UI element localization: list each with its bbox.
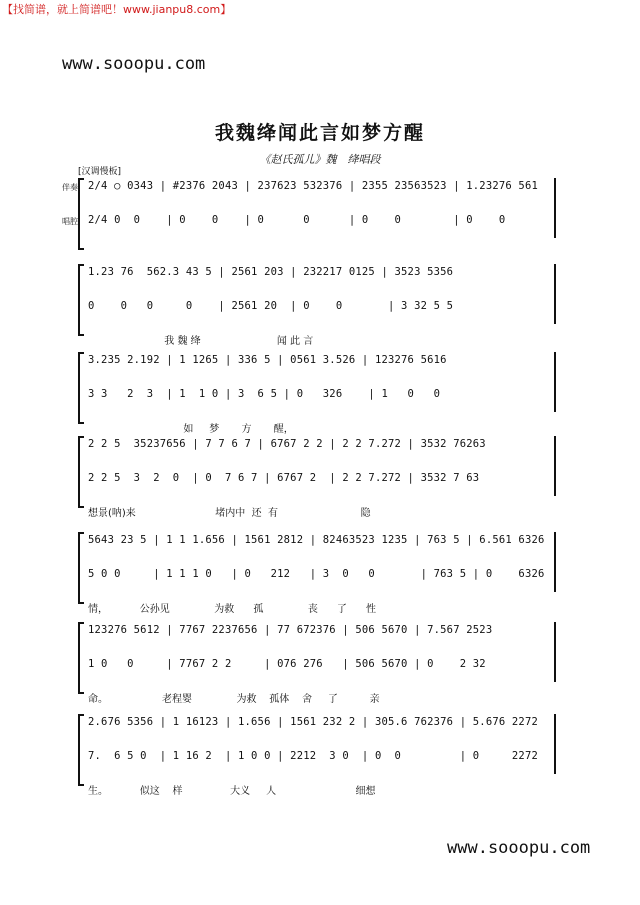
- system-end-barline: [554, 622, 556, 682]
- vocal-line: 1 0 0 | 7767 2 2 | 076 276 | 506 5670 | 0 2 32: [88, 658, 486, 670]
- system-end-barline: [554, 714, 556, 774]
- accompaniment-line: 3.235 2.192 | 1 1265 | 336 5 | 0561 3.526 | 123276 5616: [88, 354, 447, 366]
- score-system: [78, 434, 556, 530]
- system-end-barline: [554, 436, 556, 496]
- staff-label: 唱腔: [62, 217, 78, 226]
- vocal-line: 0 0 0 0 | 2561 20 | 0 0 | 3 32 5 5: [88, 300, 454, 312]
- system-bracket: [78, 532, 84, 604]
- accompaniment-line: 123276 5612 | 7767 2237656 | 77 672376 | 506 5670 | 7.567 2523: [88, 624, 493, 636]
- score-system: [78, 620, 556, 716]
- staff-label: 伴奏: [62, 183, 78, 192]
- lyrics-line: 生。 似这 样 大义 人 细想: [88, 786, 376, 797]
- lyrics-line: [88, 246, 556, 262]
- lyrics-line: 我 魏 绛 闻 此 言: [88, 336, 314, 347]
- lyrics-line: 命。 老程婴 为救 孤体 舍 了 亲: [88, 694, 380, 705]
- score-system: [78, 350, 556, 446]
- accompaniment-line: 2/4 ○ 0343 | #2376 2043 | 237623 532376 | 2355 23563523 | 1.23276 561: [88, 180, 538, 192]
- system-bracket: [78, 352, 84, 424]
- site-url-bottom[interactable]: www.sooopu.com: [447, 838, 591, 858]
- song-title: 我魏绛闻此言如梦方醒: [214, 122, 425, 144]
- system-bracket: [78, 714, 84, 786]
- tempo-label: [汉调慢板]: [78, 167, 122, 177]
- system-bracket: [78, 178, 84, 250]
- accompaniment-line: 5643 23 5 | 1 1 1.656 | 1561 2812 | 82463523 1235 | 763 5 | 6.561 6326: [88, 534, 545, 546]
- vocal-line: 7. 6 5 0 | 1 16 2 | 1 0 0 | 2212 3 0 | 0 0 | 0 2272: [88, 750, 538, 762]
- lyrics-line: 如 梦 方 醒，: [88, 424, 294, 435]
- accompaniment-line: 1.23 76 562.3 43 5 | 2561 203 | 232217 0125 | 3523 5356: [88, 266, 454, 278]
- score-system: [78, 712, 556, 808]
- accompaniment-line: 2 2 5 35237656 | 7 7 6 7 | 6767 2 2 | 2 2 7.272 | 3532 76263: [88, 438, 486, 450]
- system-end-barline: [554, 352, 556, 412]
- system-end-barline: [554, 532, 556, 592]
- score-system: [62, 176, 556, 272]
- system-bracket: [78, 622, 84, 694]
- vocal-line: 5 0 0 | 1 1 1 0 | 0 212 | 3 0 0 | 763 5 | 0 6326: [88, 568, 545, 580]
- vocal-line: 2 2 5 3 2 0 | 0 7 6 7 | 6767 2 | 2 2 7.272 | 3532 7 63: [88, 472, 480, 484]
- system-bracket: [78, 436, 84, 508]
- site-url-top[interactable]: www.sooopu.com: [62, 54, 206, 74]
- accompaniment-line: 2.676 5356 | 1 16123 | 1.656 | 1561 232 2 | 305.6 762376 | 5.676 2272: [88, 716, 538, 728]
- system-bracket: [78, 264, 84, 336]
- site-banner[interactable]: 【找简谱，就上简谱吧！www.jianpu8.com】: [2, 3, 232, 16]
- system-end-barline: [554, 178, 556, 238]
- lyrics-line: 情， 公孙见 为救 孤 丧 了 性: [88, 604, 377, 615]
- lyrics-line: 想景(呐)来 堵内中 还 有 隐: [88, 508, 371, 519]
- system-end-barline: [554, 264, 556, 324]
- vocal-line: 3 3 2 3 | 1 1 0 | 3 6 5 | 0 326 | 1 0 0: [88, 388, 441, 400]
- vocal-line: 2/4 0 0 | 0 0 | 0 0 | 0 0 | 0 0: [88, 214, 506, 226]
- score-system: [78, 262, 556, 358]
- score-system: [78, 530, 556, 626]
- song-subtitle: 《赵氏孤儿》魏 绛唱段: [259, 153, 381, 166]
